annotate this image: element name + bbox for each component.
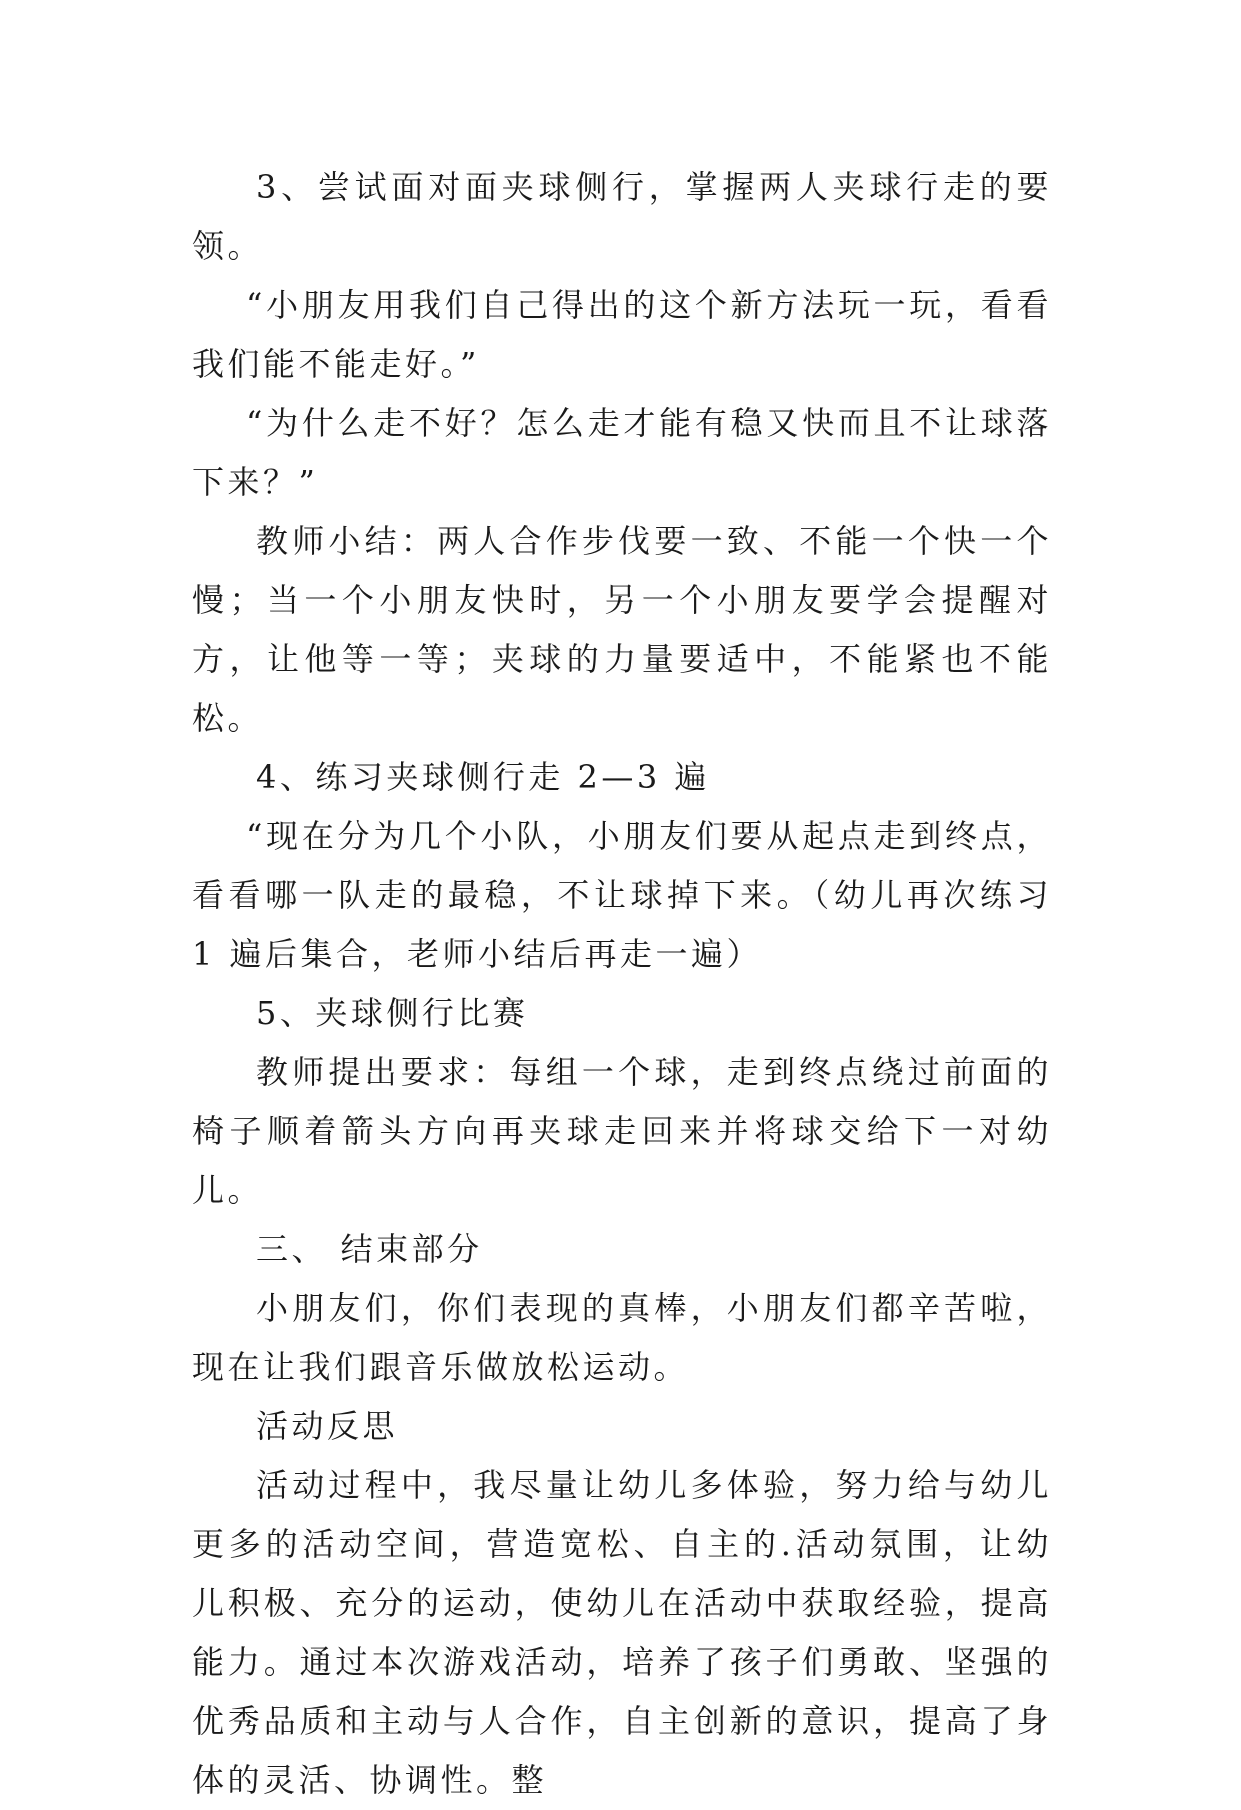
teacher-summary: 教师小结：两人合作步伐要一致、不能一个快一个慢；当一个小朋友快时，另一个小朋友要学会提醒对方，让他等一等；夹球的力量要适中，不能紧也不能松。 (192, 522, 1052, 737)
part-3-heading: 三、 结束部分 (256, 1230, 483, 1268)
step-5-heading: 5、夹球侧行比赛 (256, 994, 529, 1032)
step-5-requirement: 教师提出要求：每组一个球，走到终点绕过前面的椅子顺着箭头方向再夹球走回来并将球交给下一对幼儿。 (192, 1053, 1052, 1209)
step-3-quote-1: “小朋友用我们自己得出的这个新方法玩一玩，看看我们能不能走好。” (192, 286, 1052, 383)
part-3-body: 小朋友们，你们表现的真棒，小朋友们都辛苦啦，现在让我们跟音乐做放松运动。 (192, 1289, 1052, 1386)
step-3-quote-2: “为什么走不好？怎么走才能有稳又快而且不让球落下来？” (192, 404, 1052, 501)
step-4-heading: 4、练习夹球侧行走 2—3 遍 (256, 758, 710, 796)
step-3-heading: 3、尝试面对面夹球侧行，掌握两人夹球行走的要领。 (192, 168, 1052, 265)
document-body (192, 158, 1052, 1810)
reflection-body: 活动过程中，我尽量让幼儿多体验，努力给与幼儿更多的活动空间，营造宽松、自主的.活动氛围，让幼儿积极、充分的运动，使幼儿在活动中获取经验，提高能力。通过本次游戏活动，培养了孩子们勇敢、坚强的优秀品质和主动与人合作，自主创新的意识，提高了身体的灵活、协调性。整 (192, 1466, 1052, 1799)
step-4-quote: “现在分为几个小队，小朋友们要从起点走到终点，看看哪一队走的最稳，不让球掉下来。（幼儿再次练习 1 遍后集合，老师小结后再走一遍） (192, 817, 1052, 973)
reflection-heading: 活动反思 (256, 1407, 399, 1445)
